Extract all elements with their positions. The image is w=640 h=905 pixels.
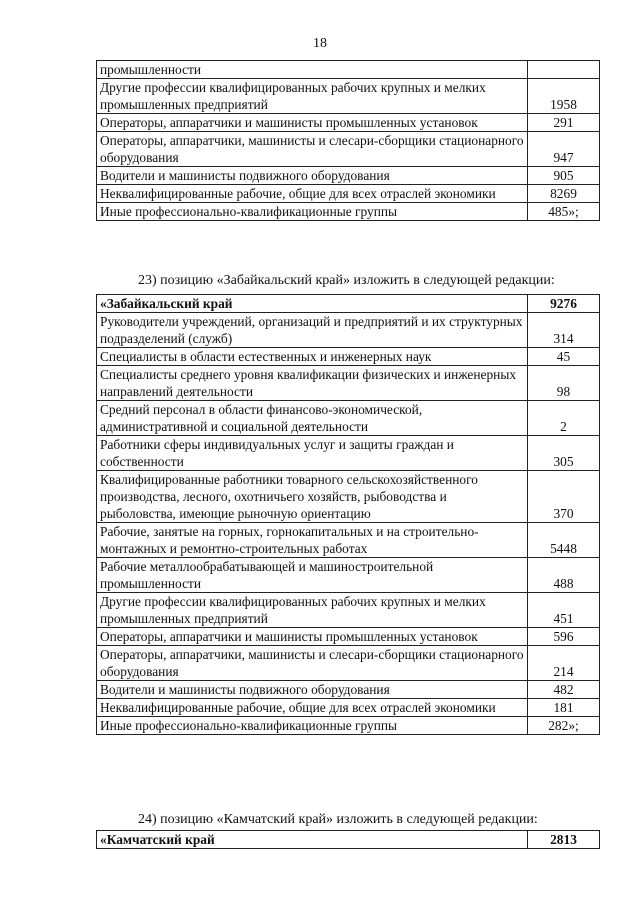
- occupation-name: Операторы, аппаратчики, машинисты и слесари-сборщики стационарного оборудования: [97, 132, 528, 167]
- occupation-name: Руководители учреждений, организаций и предприятий и их структурных подразделений (служб): [97, 313, 528, 348]
- occupation-name: Водители и машинисты подвижного оборудования: [97, 167, 528, 185]
- occupation-name: Операторы, аппаратчики и машинисты промышленных установок: [97, 628, 528, 646]
- occupation-name: Другие профессии квалифицированных рабочих крупных и мелких промышленных предприятий: [97, 593, 528, 628]
- table-row: [97, 61, 600, 79]
- occupation-count: 5448: [528, 523, 600, 558]
- occupation-name: Иные профессионально-квалификационные группы: [97, 717, 528, 735]
- page-number: 18: [313, 36, 327, 51]
- table-row: [97, 436, 600, 471]
- occupation-table-kamchatsky: [96, 830, 600, 849]
- region-header-row: [97, 831, 600, 849]
- occupation-name: Другие профессии квалифицированных рабочих крупных и мелких промышленных предприятий: [97, 79, 528, 114]
- occupation-count: 181: [528, 699, 600, 717]
- table-row: [97, 593, 600, 628]
- occupation-name: Специалисты среднего уровня квалификации физических и инженерных направлений деятельности: [97, 366, 528, 401]
- table-row: [97, 203, 600, 221]
- occupation-count: 370: [528, 471, 600, 523]
- occupation-name: Неквалифицированные рабочие, общие для всех отраслей экономики: [97, 699, 528, 717]
- table-row: [97, 167, 600, 185]
- occupation-count: 905: [528, 167, 600, 185]
- occupation-table-zabaikalsky: [96, 294, 600, 735]
- occupation-name: промышленности: [97, 61, 528, 79]
- region-name: «Камчатский край: [97, 831, 528, 849]
- table-row: [97, 646, 600, 681]
- occupation-count: 45: [528, 348, 600, 366]
- occupation-count: 485»;: [528, 203, 600, 221]
- table-row: [97, 681, 600, 699]
- occupation-name: Водители и машинисты подвижного оборудования: [97, 681, 528, 699]
- table-row: [97, 558, 600, 593]
- occupation-name: Специалисты в области естественных и инженерных наук: [97, 348, 528, 366]
- table-row: [97, 401, 600, 436]
- occupation-count: 8269: [528, 185, 600, 203]
- occupation-count: 1958: [528, 79, 600, 114]
- occupation-name: Операторы, аппаратчики, машинисты и слесари-сборщики стационарного оборудования: [97, 646, 528, 681]
- occupation-name: Иные профессионально-квалификационные группы: [97, 203, 528, 221]
- occupation-name: Операторы, аппаратчики и машинисты промышленных установок: [97, 114, 528, 132]
- region-name: «Забайкальский край: [97, 295, 528, 313]
- occupation-name: Средний персонал в области финансово-экономической, административной и социальной деятельности: [97, 401, 528, 436]
- occupation-count: 2: [528, 401, 600, 436]
- table-row: [97, 523, 600, 558]
- occupation-name: Работники сферы индивидуальных услуг и защиты граждан и собственности: [97, 436, 528, 471]
- table-row: [97, 114, 600, 132]
- occupation-table-previous-region: [96, 60, 600, 221]
- occupation-name: Квалифицированные работники товарного сельскохозяйственного производства, лесного, охотничьего хозяйств, рыбоводства и рыболовства, имеющие рыночную ориентацию: [97, 471, 528, 523]
- occupation-count: 98: [528, 366, 600, 401]
- table-row: [97, 717, 600, 735]
- table-row: [97, 366, 600, 401]
- table-row: [97, 185, 600, 203]
- occupation-count: 291: [528, 114, 600, 132]
- occupation-count: [528, 61, 600, 79]
- region-total: 2813: [528, 831, 600, 849]
- occupation-count: 488: [528, 558, 600, 593]
- amendment-instruction-23: 23) позицию «Забайкальский край» изложить в следующей редакции:: [138, 273, 555, 288]
- amendment-instruction-24: 24) позицию «Камчатский край» изложить в следующей редакции:: [138, 812, 538, 827]
- table-row: [97, 313, 600, 348]
- occupation-count: 214: [528, 646, 600, 681]
- occupation-count: 482: [528, 681, 600, 699]
- occupation-count: 282»;: [528, 717, 600, 735]
- occupation-count: 947: [528, 132, 600, 167]
- occupation-name: Рабочие металлообрабатывающей и машиностроительной промышленности: [97, 558, 528, 593]
- occupation-count: 305: [528, 436, 600, 471]
- region-total: 9276: [528, 295, 600, 313]
- occupation-count: 451: [528, 593, 600, 628]
- occupation-name: Рабочие, занятые на горных, горнокапитальных и на строительно-монтажных и ремонтно-строительных работах: [97, 523, 528, 558]
- table-row: [97, 699, 600, 717]
- table-row: [97, 132, 600, 167]
- occupation-name: Неквалифицированные рабочие, общие для всех отраслей экономики: [97, 185, 528, 203]
- table-row: [97, 79, 600, 114]
- table-row: [97, 628, 600, 646]
- occupation-count: 314: [528, 313, 600, 348]
- occupation-count: 596: [528, 628, 600, 646]
- table-row: [97, 471, 600, 523]
- table-row: [97, 348, 600, 366]
- region-header-row: [97, 295, 600, 313]
